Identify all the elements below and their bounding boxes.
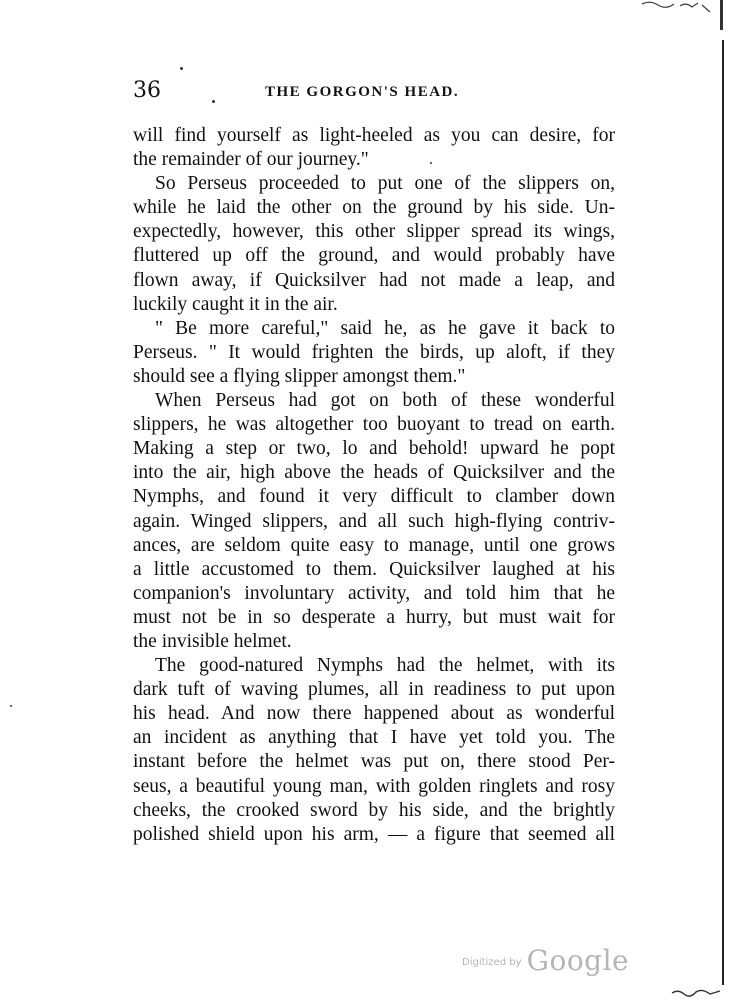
body-text: [133, 124, 615, 847]
text-line: will find yourself as light-heeled as you can desire, for: [133, 125, 615, 146]
print-speck: [10, 705, 12, 707]
text-line: an incident as anything that I have yet told you. The: [133, 727, 615, 749]
text-line: Making a step or two, lo and behold! upward he popt: [133, 438, 615, 460]
text-line: The good-natured Nymphs had the helmet, with its: [155, 655, 615, 677]
text-line: the invisible helmet.: [133, 630, 292, 652]
text-line: luckily caught it in the air.: [133, 293, 338, 315]
text-line: cheeks, the crooked sword by his side, and the brightly: [133, 799, 615, 821]
text-line: slippers, he was altogether too buoyant to tread on earth.: [133, 414, 615, 436]
text-line: Perseus. " It would frighten the birds, up aloft, if they: [133, 341, 615, 363]
text-line: into the air, high above the heads of Quicksilver and the: [133, 462, 615, 484]
text-line: a little accustomed to them. Quicksilver laughed at his: [133, 558, 615, 580]
page-number: 36: [133, 78, 161, 103]
text-line: must not be in so desperate a hurry, but must wait for: [133, 606, 615, 628]
print-speck: [180, 67, 183, 70]
google-logo: Google: [526, 944, 630, 977]
text-line: polished shield upon his arm, — a figure that seemed all: [133, 823, 615, 845]
top-margin-mark: [640, 0, 720, 14]
page-edge-rule: [722, 40, 724, 985]
text-line: flown away, if Quicksilver had not made a leap, and: [133, 269, 615, 291]
text-line: ances, are seldom quite easy to manage, until one grows: [133, 534, 615, 556]
text-line: expectedly, however, this other slipper spread its wings,: [133, 221, 615, 243]
text-line: the remainder of our journey.": [133, 149, 369, 171]
text-line: instant before the helmet was put on, there stood Per-: [133, 751, 615, 773]
text-line: again. Winged slippers, and all such high-flying contriv-: [133, 510, 615, 532]
page-header: [133, 78, 613, 108]
text-line: while he laid the other on the ground by his side. Un-: [133, 197, 615, 219]
text-line: So Perseus proceeded to put one of the slippers on,: [155, 173, 615, 195]
running-head: THE GORGON'S HEAD.: [265, 84, 460, 100]
digitization-watermark: [462, 944, 629, 977]
text-line: When Perseus had got on both of these wonderful: [155, 390, 615, 412]
text-line: " Be more careful," said he, as he gave it back to: [155, 317, 615, 339]
bottom-margin-mark: [670, 985, 730, 999]
watermark-prefix: Digitized by: [462, 957, 522, 968]
text-line: his head. And now there happened about as wonderful: [133, 703, 615, 725]
text-line: fluttered up off the ground, and would probably have: [133, 245, 615, 267]
text-line: should see a flying slipper amongst them.": [133, 365, 466, 387]
text-line: seus, a beautiful young man, with golden ringlets and rosy: [133, 775, 615, 797]
text-line: Nymphs, and found it very difficult to clamber down: [133, 486, 615, 508]
page-edge-top: [720, 0, 723, 30]
text-line: dark tuft of waving plumes, all in readiness to put upon: [133, 679, 615, 701]
text-line: companion's involuntary activity, and told him that he: [133, 582, 615, 604]
